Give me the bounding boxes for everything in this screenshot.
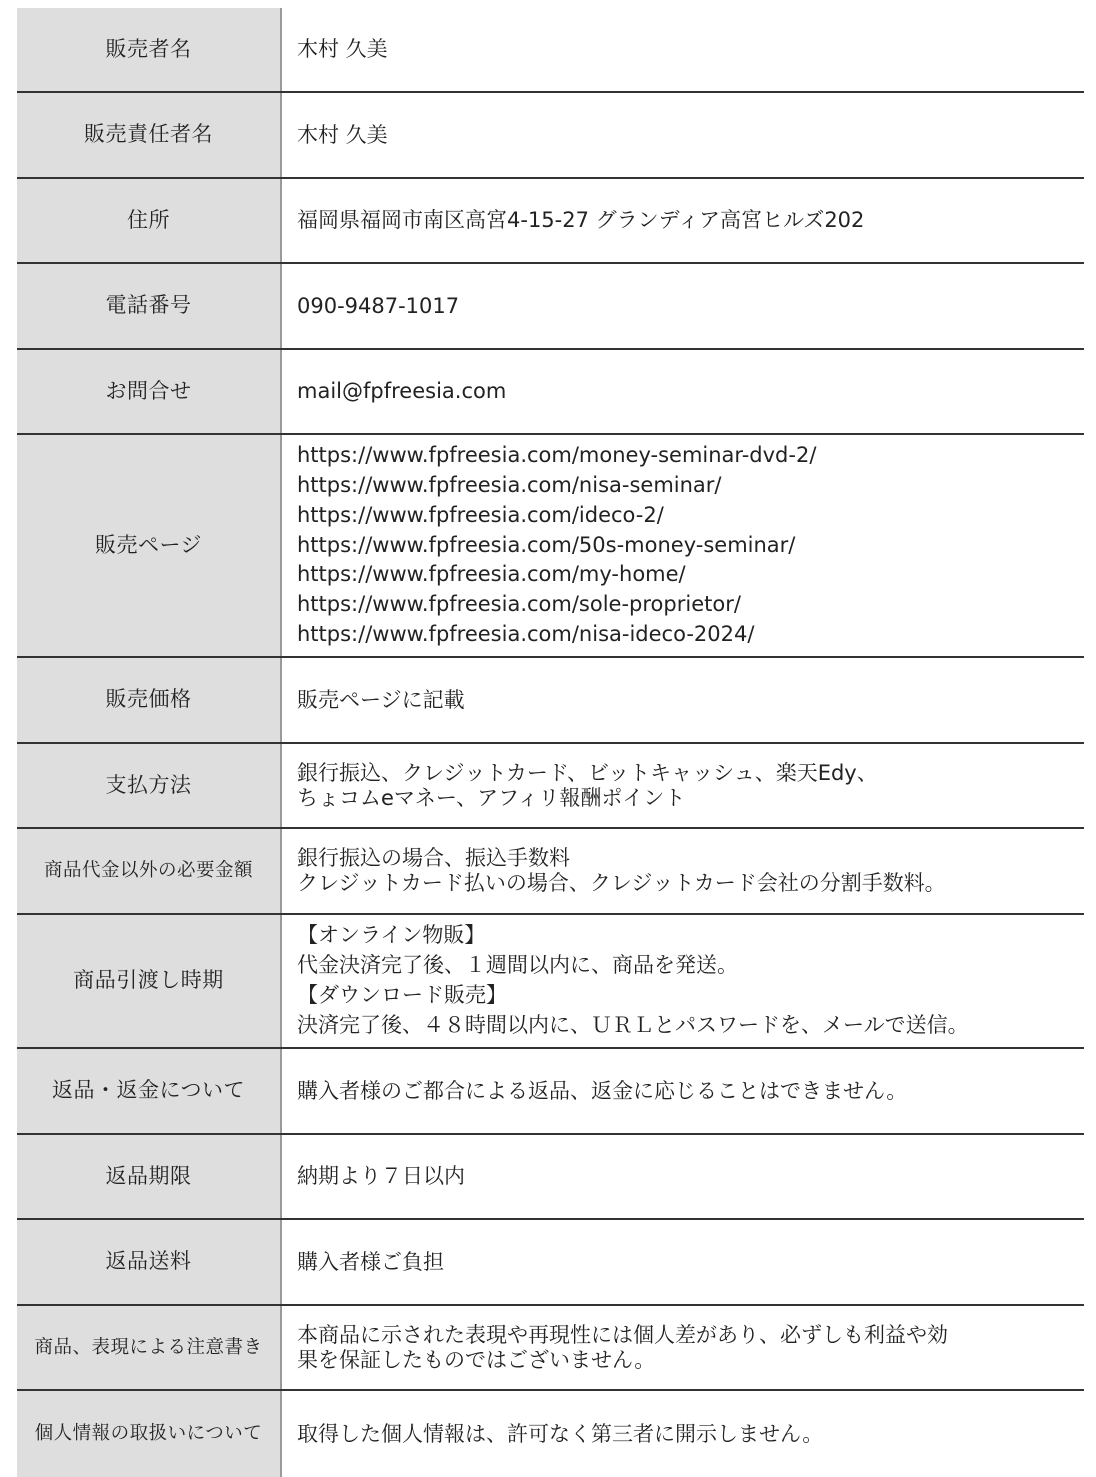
row-value xyxy=(282,744,1084,827)
value-line: 納期より７日以内 xyxy=(297,1164,465,1189)
row-value xyxy=(282,350,1084,433)
table-row-address xyxy=(17,179,1084,264)
row-label: 販売価格 xyxy=(17,658,282,742)
row-label: 返品送料 xyxy=(17,1220,282,1304)
value-line: 取得した個人情報は、許可なく第三者に開示しません。 xyxy=(297,1421,824,1446)
sales-page-link[interactable]: https://www.fpfreesia.com/sole-proprietor/ xyxy=(297,592,741,617)
row-value xyxy=(282,1391,1084,1477)
row-label: 返品期限 xyxy=(17,1135,282,1218)
sales-page-link[interactable]: https://www.fpfreesia.com/nisa-ideco-2024/ xyxy=(297,622,755,647)
row-label: 個人情報の取扱いについて xyxy=(17,1391,282,1477)
row-value xyxy=(282,435,1084,656)
row-label: 支払方法 xyxy=(17,744,282,827)
table-row-return-shipping xyxy=(17,1220,1084,1306)
row-value xyxy=(282,1135,1084,1218)
seller-info-table xyxy=(17,8,1084,1477)
table-row-responsible-person xyxy=(17,93,1084,179)
row-label: 商品、表現による注意書き xyxy=(17,1306,282,1389)
sales-page-link[interactable]: https://www.fpfreesia.com/50s-money-seminar/ xyxy=(297,532,796,557)
row-value xyxy=(282,179,1084,262)
table-row-privacy xyxy=(17,1391,1084,1477)
value-line: 代金決済完了後、１週間以内に、商品を発送。 xyxy=(297,953,738,978)
row-value xyxy=(282,1220,1084,1304)
row-label: 販売責任者名 xyxy=(17,93,282,177)
table-row-delivery xyxy=(17,915,1084,1049)
value-line: 購入者様のご都合による返品、返金に応じることはできません。 xyxy=(297,1078,908,1103)
row-value xyxy=(282,1049,1084,1133)
row-value xyxy=(282,93,1084,177)
table-row-return-deadline xyxy=(17,1135,1084,1220)
value-line: 決済完了後、４８時間以内に、ＵＲＬとパスワードを、メールで送信。 xyxy=(297,1012,969,1037)
row-label: 商品代金以外の必要金額 xyxy=(17,829,282,913)
row-label: 販売者名 xyxy=(17,8,282,91)
row-value xyxy=(282,915,1084,1047)
row-value xyxy=(282,658,1084,742)
table-row-contact xyxy=(17,350,1084,435)
value-line: 【ダウンロード販売】 xyxy=(297,983,507,1007)
row-value xyxy=(282,829,1084,913)
value-line: 【オンライン物販】 xyxy=(297,923,486,948)
value-line: 果を保証したものではございません。 xyxy=(297,1347,656,1372)
sales-page-link[interactable]: https://www.fpfreesia.com/ideco-2/ xyxy=(297,502,664,527)
value-line: 販売ページに記載 xyxy=(297,687,465,712)
row-value xyxy=(282,264,1084,348)
value-line: 銀行振込の場合、振込手数料 xyxy=(297,846,570,871)
sales-page-link[interactable]: https://www.fpfreesia.com/my-home/ xyxy=(297,562,686,587)
row-label: 電話番号 xyxy=(17,264,282,348)
value-line: 木村 久美 xyxy=(297,122,388,147)
value-line: 本商品に示された表現や再現性には個人差があり、必ずしも利益や効 xyxy=(297,1322,948,1347)
value-line: 福岡県福岡市南区高宮4-15-27 グランディア高宮ヒルズ202 xyxy=(297,208,865,233)
sales-page-link[interactable]: https://www.fpfreesia.com/nisa-seminar/ xyxy=(297,472,722,497)
value-line: 木村 久美 xyxy=(297,37,388,62)
value-line: クレジットカード払いの場合、クレジットカード会社の分割手数料。 xyxy=(297,871,946,895)
table-row-price xyxy=(17,658,1084,744)
table-row-extra-fees xyxy=(17,829,1084,915)
table-row-returns xyxy=(17,1049,1084,1135)
table-row-sales-pages xyxy=(17,435,1084,658)
value-line: 090-9487-1017 xyxy=(297,293,460,318)
row-value xyxy=(282,1306,1084,1389)
row-value xyxy=(282,8,1084,91)
row-label: 販売ページ xyxy=(17,435,282,656)
row-label: 商品引渡し時期 xyxy=(17,915,282,1047)
value-line: ちょコムeマネー、アフィリ報酬ポイント xyxy=(297,785,686,810)
row-label: 返品・返金について xyxy=(17,1049,282,1133)
row-label: お問合せ xyxy=(17,350,282,433)
table-row-payment xyxy=(17,744,1084,829)
table-row-disclaimer xyxy=(17,1306,1084,1391)
value-line: 購入者様ご負担 xyxy=(297,1249,444,1274)
contact-email[interactable]: mail@fpfreesia.com xyxy=(297,379,507,404)
value-line: 銀行振込、クレジットカード、ビットキャッシュ、楽天Edy、 xyxy=(297,760,878,785)
table-row-seller-name xyxy=(17,8,1084,93)
sales-page-link[interactable]: https://www.fpfreesia.com/money-seminar-dvd-2/ xyxy=(297,443,817,468)
table-row-phone xyxy=(17,264,1084,350)
row-label: 住所 xyxy=(17,179,282,262)
